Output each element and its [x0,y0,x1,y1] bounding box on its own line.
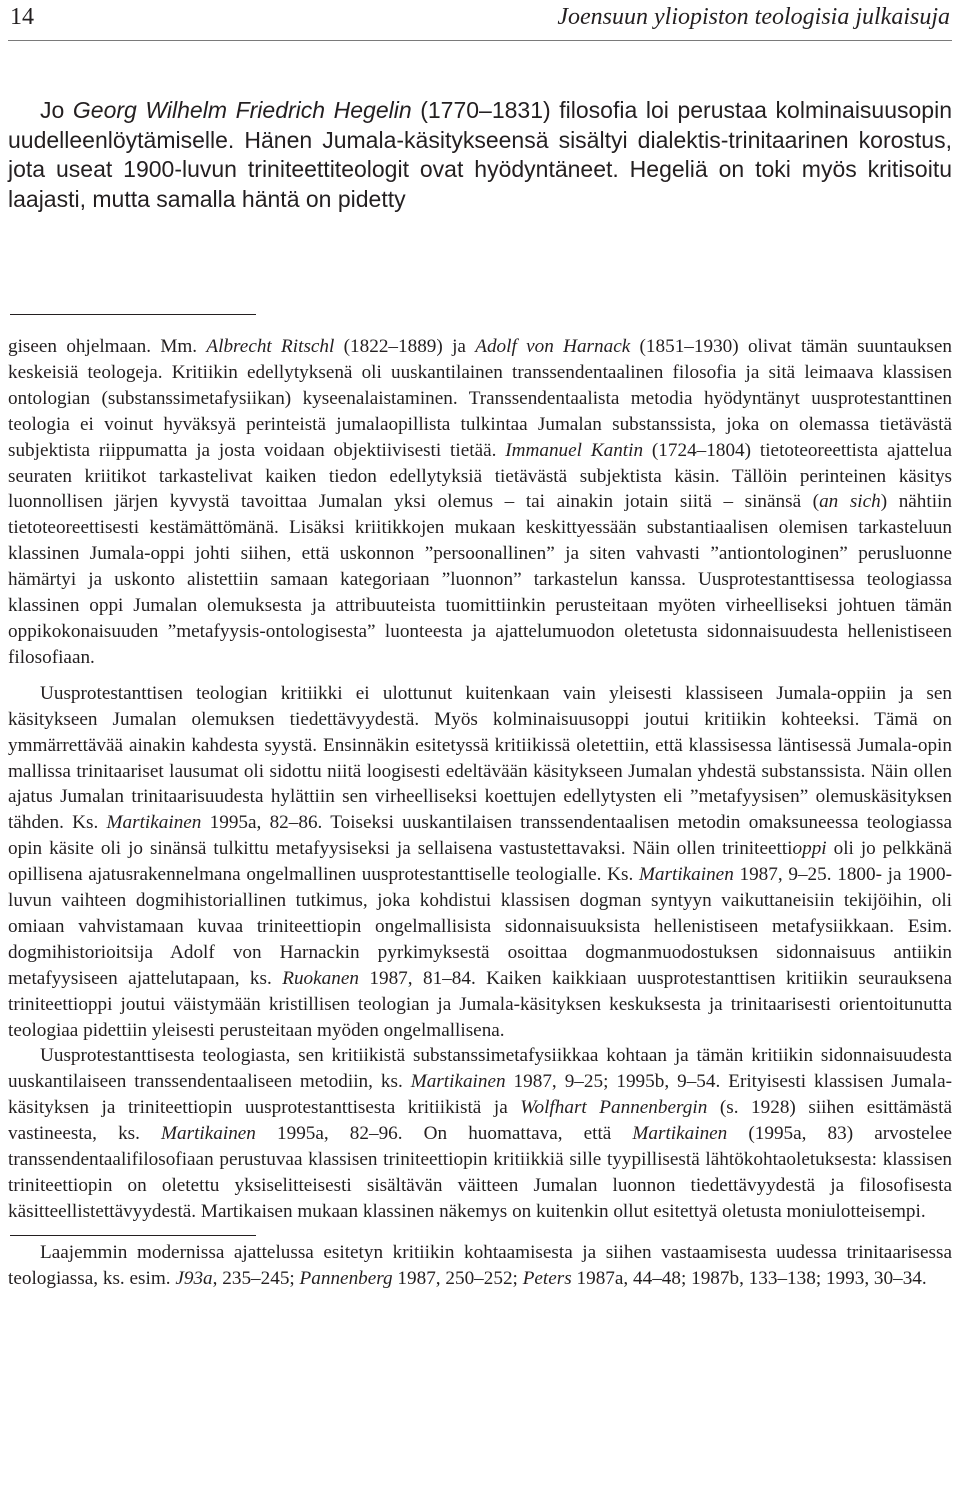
italic-reference: an sich [819,491,881,513]
footnote-paragraph: Laajemmin modernissa ajattelussa esitetyn kritiikin kohtaamisesta ja siihen vastaamisesta uudessa trinitaarisessa teologiassa, ks. esim. J93a, 235–245; Pannenberg 1987, 250–252; Peters 1987a, 44–48; 1987b, 133–138; 1993, 30–34. [8,1241,952,1289]
italic-reference: Ruokanen [282,967,359,989]
running-header [10,2,950,36]
italic-reference: Georg Wilhelm Friedrich Hegelin [72,97,412,123]
italic-reference: Wolfhart Pannenbergin [520,1097,708,1119]
italic-reference: Adolf von Harnack [475,336,631,357]
footnote-paragraph: Uusprotestanttisesta teologiasta, sen kritiikistä substanssimetafysiikkaa kohtaan ja tämän kritiikin sidonnaisuudesta uuskantilaiseen transsendentaaliseen metodiin, ks. Martikainen 1987, 9–25; 1995b, 9–54. Erityisesti klassisen Jumala-käsityksen ja triniteettiopin uusprotestanttisesta kritiikistä ja Wolfhart Pannenbergin (s. 1928) siihen esittämästä vastineesta, ks. Martikainen 1995a, 82–96. On huomattava, että Martikainen (1995a, 83) arvostelee transsendentaalifilosofiaan perustuvaa klassisen triniteettiopin kritiikkiä sille tyypillisestä lähtökohtaoletuksesta: klassisen triniteettiopin on oletettu yksiselitteisesti sisältävän väitteen Jumalan luonnon tiedettävyydestä ja filosofisesta käsitteellistettävyydestä. Martikaisen mukaan klassinen näkemys on kuitenkin ollut esitettyä oletusta moniulotteisempi. [8,1045,953,1222]
italic-reference: Pannenberg [299,1267,393,1289]
italic-reference: Martikainen [161,1123,256,1145]
footnote-separator [10,1235,256,1236]
italic-reference: J93a [175,1267,213,1289]
footnote-paragraph: Uusprotestanttisen teologian kritiikki ei ulottunut kuitenkaan vain yleisesti klassiseen Jumala-oppiin ja sen käsitykseen Jumalan olemuksen tiedettävyydestä. Myös kolminaisuusoppi joutui kritiikin kohteeksi. Tämä on ymmärrettävää ainakin kahdesta syystä. Ensinnäkin esitetyssä kritiikissä oletettiin, että klassisessa läntisessä Jumala-opin mallissa trinitaariset lausumat oli sidottu niitä loogisesti edeltävään käsitykseen Jumalan yhdestä substanssista. Näin ollen ajatus Jumalan trinitaarisuudesta hylättiin sen virheelliseksi koettujen edellytysten eli ”metafyysisen” olemuskäsityksen tähden. Ks. Martikainen 1995a, 82–86. Toiseksi uuskantilaisen transsendentaalisen metodin omaksuneessa teologiassa opin käsite oli jo sinänsä tulkittu metafyysiseksi ja sellaisena vastustettavaksi. Näin ollen triniteettioppi oli jo pelkkänä opillisena ajatusrakennelmana ongelmallinen uusprotestanttiselle teologialle. Ks. Martikainen 1987, 9–25. 1800- ja 1900-luvun vaihteen dogmihistoriallinen tutkimus, joka kohdistui klassisen dogman syntyyn vaikuttaneisiin tekijöihin, oli omiaan vahvistamaan kuvaa triniteettiopin ongelmallisista sidonnaisuuksista hellenistiseen metafysiikkaan. Esim. dogmihistorioitsija Adolf von Harnackin pyrkimyksestä osoittaa dogmanmuodostuksen sidonnaisuus antiikin metafyysiseen ajattelutapaan, ks. Ruokanen 1987, 81–84. Kaiken kaikkiaan uusprotestanttisen kritiikin seurauksena triniteettioppi joutui väistymään kristillisen teologian ja Jumala-käsityksen keskuksesta ja trinitaarisesti orientoitunutta teologiaa pidettiin yleisesti perusteitaan myöden ongelmallisena. [8,682,953,1041]
italic-reference: Martikainen [632,1123,728,1145]
italic-reference: Martikainen [410,1071,506,1093]
italic-reference: Immanuel Kantin [505,439,644,461]
main-paragraph: Jo Georg Wilhelm Friedrich Hegelin (1770–1831) filosofia loi perustaa kolminaisuusopin uudelleenlöytämiselle. Hänen Jumala-käsitykseensä sisältyi dialektis-trinitaarinen korostus, jota useat 1900-luvun triniteettiteologit ovat hyödyntäneet. Hegeliä on toki myös kritisoitu laajasti, mutta samalla häntä on pidetty [8,97,952,213]
italic-reference: Peters [522,1267,572,1289]
page-number: 14 [10,4,34,30]
italic-reference: oppi [792,838,827,860]
header-rule [8,40,952,41]
italic-reference: Albrecht Ritschl [206,336,335,357]
footnotes [8,334,952,1292]
italic-reference: Martikainen [638,864,734,886]
series-title: Joensuun yliopiston teologisia julkaisuja [557,4,950,30]
main-text [8,96,952,215]
italic-reference: Martikainen [106,812,202,834]
footnote-paragraph: giseen ohjelmaan. Mm. Albrecht Ritschl (1822–1889) ja Adolf von Harnack (1851–1930) olivat tämän suuntauksen keskeisiä teologeja. Kritiikin edellytyksenä oli uuskantilainen transsendentaalinen filosofia ja sitä leimaava klassisen ontologian (substanssimetafysiikan) kyseenalaistaminen. Transsendentaalista metodia hyödyntänyt uusprotestanttinen teologia ei voinut hyväksyä perinteistä jumalaopillista tulkintaa Jumalan substanssista, joka on olemassa tietävästä subjektista riippumatta ja josta voidaan objektiivisesti tietää. Immanuel Kantin (1724–1804) tietoteoreettista ajattelua seuraten kriitikot tarkastelivat kaiken tiedon edellytyksiä tietävästä subjektista käsin. Tällöin perinteinen käsitys luonnollisen järjen kyvystä tavoittaa Jumalan yksi olemus – tai ainakin jotain siitä – sinänsä (an sich) nähtiin tietoteoreettisesti kestämättömänä. Lisäksi kriitikkojen mukaan keskittyessään substantiaalisen olemisen tarkasteluun klassinen Jumala-oppi johti siihen, että uskonnon ”persoonallinen” ja siten vahvasti ”antiontologinen” perusluonne hämärtyi ja uskonto alistettiin samaan kategoriaan ”luonnon” tarkastelun kanssa. Uusprotestanttisessa teologiassa klassinen oppi Jumalan olemuksesta ja attribuuteista tuomittiinkin perusteitaan myöten virheelliseksi johtuen tämän oppikokonaisuuden ”metafyysis-ontologisesta” luonteesta ja ajattelumuodon oletetusta sidonnaisuudesta hellenistiseen filosofiaan. [8,336,952,668]
footnote-separator [10,314,256,315]
